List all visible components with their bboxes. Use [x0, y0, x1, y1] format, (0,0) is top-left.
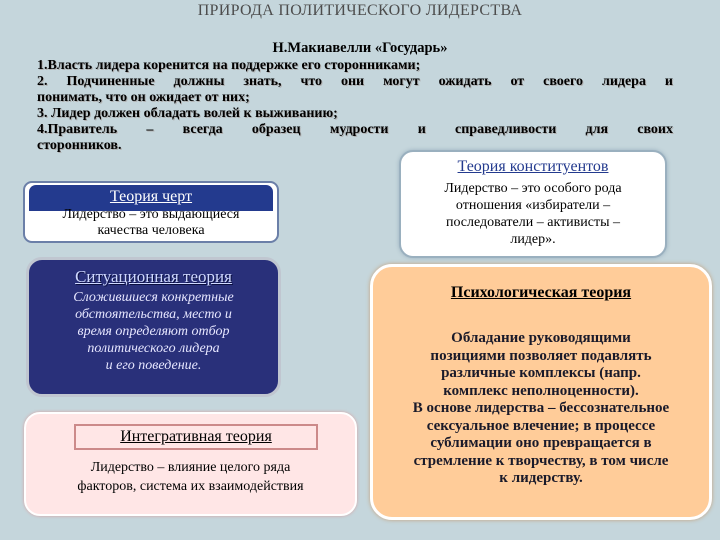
text-line: лидер». — [510, 232, 556, 247]
subtitle-machiavelli: Н.Макиавелли «Государь» — [272, 40, 448, 56]
text-line: к лидерству. — [499, 470, 583, 486]
point-line: сторонников. — [37, 138, 122, 153]
point-line: понимать, что он ожидает от них; — [37, 90, 250, 105]
text-line: политического лидера — [87, 341, 220, 356]
text-line: факторов, система их взаимодействия — [77, 479, 304, 494]
point-line: 1.Власть лидера коренится на поддержке его сторонниками; — [37, 58, 421, 73]
theory-integrative-header — [74, 424, 318, 450]
text-line: В основе лидерства – бессознательное — [412, 400, 670, 416]
text-line: сублимации оно превращается в — [430, 435, 652, 451]
text-line: Лидерство – влияние целого ряда — [90, 460, 291, 475]
point-line: 2. Подчиненные должны знать, что они могут ожидать от своего лидера и — [37, 74, 673, 89]
theory-situational-heading: Ситуационная теория — [75, 267, 232, 286]
text-line: время определяют отбор — [77, 324, 230, 339]
theory-integrative-heading: Интегративная теория — [120, 428, 272, 445]
text-line: комплекс неполноценности). — [443, 382, 639, 399]
theory-traits-heading: Теория черт — [109, 188, 193, 205]
point-line: 3. Лидер должен обладать волей к выживанию; — [37, 106, 338, 121]
text-line: сексуальное влечение; в процессе — [426, 417, 656, 434]
theory-psychological-box — [370, 264, 712, 520]
text-line: и его поведение. — [105, 358, 202, 373]
theory-integrative-text — [26, 458, 355, 496]
text-line: Обладание руководящими — [451, 330, 631, 346]
text-line: Лидерство – это особого рода — [444, 181, 622, 196]
machiavelli-points — [37, 58, 673, 154]
theory-constituents-heading: Теория конституентов — [457, 158, 609, 175]
text-line: отношения «избиратели – — [455, 198, 611, 213]
text-line: позициями позволяет подавлять — [430, 347, 652, 364]
theory-psychological-text — [373, 330, 709, 488]
theory-traits-text — [25, 207, 277, 239]
page-title: ПРИРОДА ПОЛИТИЧЕСКОГО ЛИДЕРСТВА — [197, 2, 523, 19]
theory-traits-box — [23, 181, 279, 243]
text-line: обстоятельства, место и — [75, 307, 232, 322]
theory-psychological-heading: Психологическая теория — [450, 284, 632, 301]
text-line: последователи – активисты – — [445, 215, 621, 230]
text-line: качества человека — [97, 223, 205, 238]
point-line: 4.Правитель – всегда образец мудрости и справедливости для своих — [37, 122, 673, 137]
theory-situational-text — [33, 289, 274, 374]
text-line: стремление к творчеству, в том числе — [413, 452, 669, 469]
theory-constituents-text — [407, 180, 659, 248]
theory-constituents-box — [399, 150, 667, 258]
text-line: различные комплексы (напр. — [441, 365, 641, 381]
text-line: Лидерство – это выдающиеся — [62, 207, 240, 222]
theory-integrative-box — [24, 412, 357, 516]
theory-situational-box — [26, 257, 281, 397]
text-line: Сложившиеся конкретные — [73, 290, 234, 305]
